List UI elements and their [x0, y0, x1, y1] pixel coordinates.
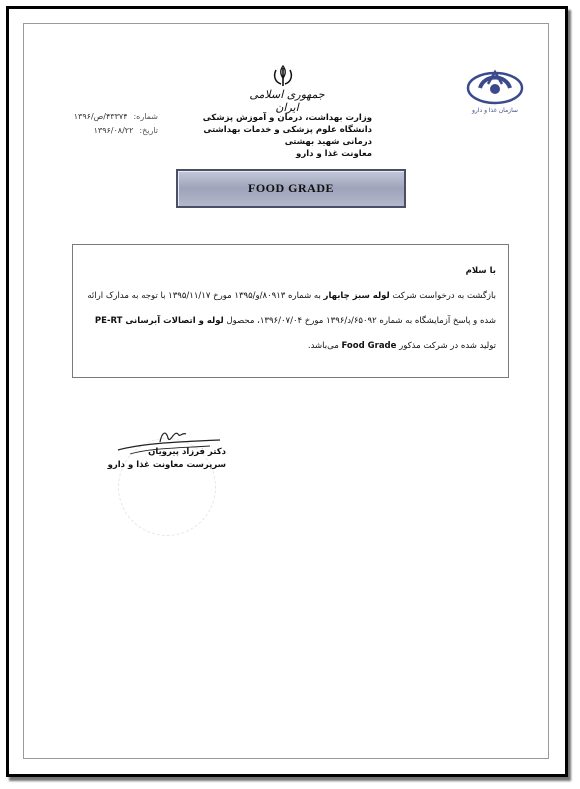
logo-caption: سازمان غذا و دارو	[472, 107, 518, 114]
letter-text: می‌باشد.	[307, 341, 342, 351]
date-row	[48, 124, 158, 138]
banner-title: FOOD GRADE	[248, 181, 334, 195]
product-name: لوله و اتصالات آبرسانی PE-RT	[94, 316, 224, 326]
ministry-header	[172, 112, 372, 160]
letter-text: شده و پاسخ آزمایشگاه به شماره ۶۵۰۹۲/د/۱۳۹۶ مورخ ۱۳۹۶/۰۷/۰۴، محصول	[223, 316, 496, 326]
date-value: ۱۳۹۶/۰۸/۲۲	[93, 126, 134, 135]
letter-text: تولید شده در شرکت مذکور	[396, 341, 496, 351]
date-label: تاریخ:	[139, 126, 158, 135]
letter-line-1	[85, 284, 496, 309]
grade-text: Food Grade	[341, 341, 397, 351]
signer-block	[96, 446, 226, 472]
letter-line-2	[85, 309, 496, 334]
number-label: شماره:	[133, 112, 158, 121]
signer-name: دکتر فرزاد پیرویان	[148, 447, 226, 457]
company-name: لوله سبز چابهار	[323, 291, 390, 301]
ifda-logo-icon	[464, 64, 526, 116]
ministry-line: وزارت بهداشت، درمان و آموزش پزشکی	[202, 113, 372, 123]
food-grade-banner	[176, 169, 406, 208]
number-row	[48, 110, 158, 124]
number-value: ۴۳۳۷۴/ص/۱۳۹۶	[73, 112, 128, 121]
ministry-line: دانشگاه علوم پزشکی و خدمات بهداشتی درمانی شهید بهشتی	[203, 125, 372, 147]
ministry-line: معاونت غذا و دارو	[296, 149, 372, 159]
signer-title: سرپرست معاونت غذا و دارو	[107, 460, 226, 470]
letter-body	[72, 244, 509, 378]
iran-emblem-icon	[270, 64, 296, 88]
letter-line-3	[85, 334, 496, 359]
greeting: با سلام	[465, 266, 496, 276]
letter-text: به شماره ۸۰۹۱۳/و/۱۳۹۵ مورخ ۱۳۹۵/۱۱/۱۷ با توجه به مدارک ارائه	[87, 291, 324, 301]
letter-text: بازگشت به درخواست شرکت	[389, 291, 496, 301]
state-motto: جمهوری اسلامی ایران	[249, 88, 325, 114]
letter-meta	[48, 110, 158, 138]
